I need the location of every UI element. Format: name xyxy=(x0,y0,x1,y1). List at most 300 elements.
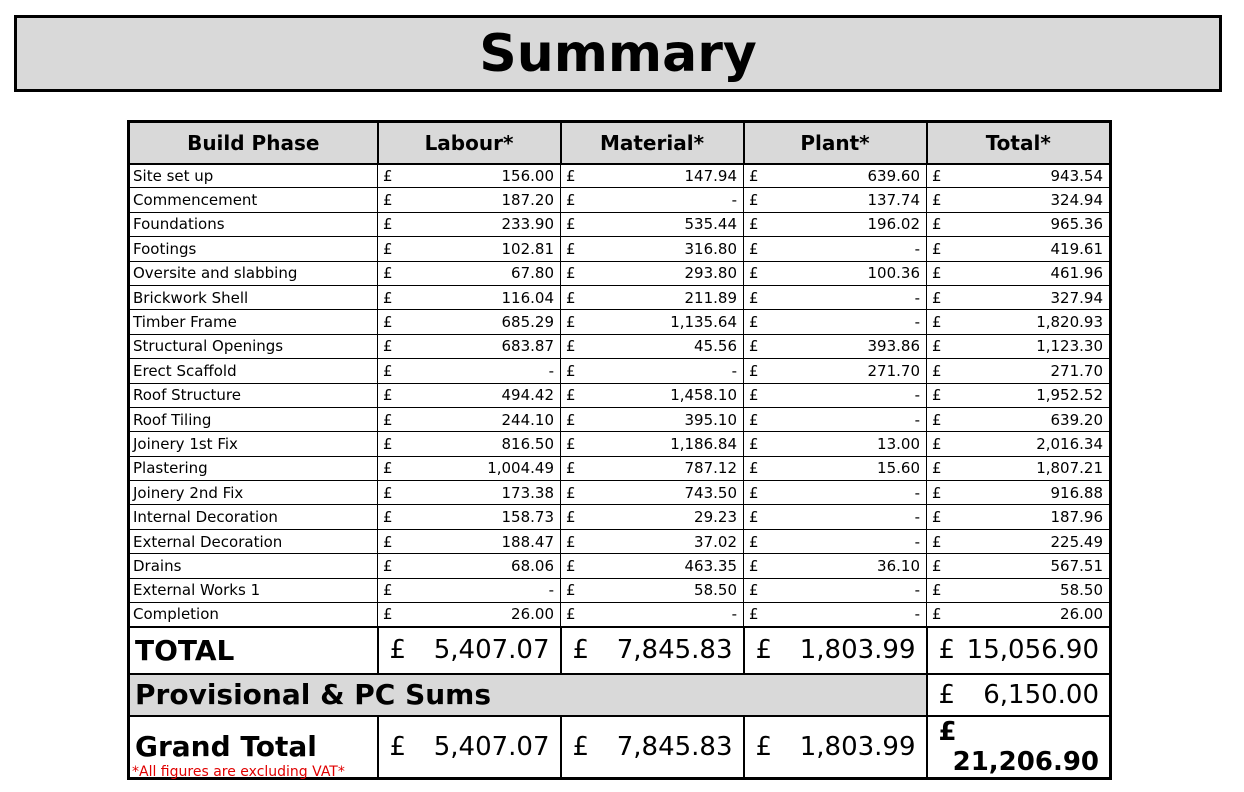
total-total-cell xyxy=(927,627,1111,674)
table-row xyxy=(129,334,1111,358)
currency-symbol: £ xyxy=(749,361,759,380)
labour-value: 26.00 xyxy=(511,605,554,624)
currency-symbol: £ xyxy=(383,313,393,332)
total-value: 1,820.93 xyxy=(1036,313,1103,332)
total-cell xyxy=(927,554,1111,578)
labour-cell xyxy=(378,359,561,383)
labour-cell xyxy=(378,237,561,261)
currency-symbol: £ xyxy=(749,215,759,234)
labour-cell xyxy=(378,212,561,236)
total-value: 271.70 xyxy=(1050,361,1103,380)
labour-cell xyxy=(378,310,561,334)
total-value: 1,952.52 xyxy=(1036,386,1103,405)
currency-symbol: £ xyxy=(749,556,759,575)
header-build-phase: Build Phase xyxy=(129,122,378,164)
grand-plant-cell xyxy=(744,716,927,779)
currency-symbol: £ xyxy=(383,166,393,185)
currency-symbol: £ xyxy=(749,508,759,527)
currency-symbol: £ xyxy=(932,532,942,551)
plant-cell xyxy=(744,261,927,285)
currency-symbol: £ xyxy=(938,716,957,747)
total-cell xyxy=(927,334,1111,358)
currency-symbol: £ xyxy=(749,459,759,478)
material-cell xyxy=(561,334,744,358)
total-value: 567.51 xyxy=(1050,556,1103,575)
total-cell xyxy=(927,237,1111,261)
currency-symbol: £ xyxy=(749,532,759,551)
material-value: 743.50 xyxy=(684,483,737,502)
plant-value: 196.02 xyxy=(867,215,920,234)
total-material-value: 7,845.83 xyxy=(616,635,733,666)
currency-symbol: £ xyxy=(932,386,942,405)
table-row xyxy=(129,310,1111,334)
currency-symbol: £ xyxy=(749,288,759,307)
material-value: 211.89 xyxy=(684,288,737,307)
table-row xyxy=(129,554,1111,578)
currency-symbol: £ xyxy=(932,313,942,332)
build-phase-cell: Site set up xyxy=(129,164,378,188)
plant-value: - xyxy=(914,581,920,600)
labour-value: 67.80 xyxy=(511,264,554,283)
total-cell xyxy=(927,188,1111,212)
labour-value: 233.90 xyxy=(501,215,554,234)
material-value: 1,458.10 xyxy=(670,386,737,405)
grand-material-value: 7,845.83 xyxy=(616,731,733,762)
currency-symbol: £ xyxy=(932,581,942,600)
labour-cell xyxy=(378,529,561,553)
currency-symbol: £ xyxy=(749,313,759,332)
build-phase-cell: Plastering xyxy=(129,456,378,480)
provisional-label: Provisional & PC Sums xyxy=(129,674,927,716)
total-label: TOTAL xyxy=(129,627,378,674)
build-phase-cell: Timber Frame xyxy=(129,310,378,334)
material-cell xyxy=(561,383,744,407)
table-row xyxy=(129,164,1111,188)
table-row xyxy=(129,432,1111,456)
total-cell xyxy=(927,481,1111,505)
table-row xyxy=(129,188,1111,212)
material-cell xyxy=(561,407,744,431)
currency-symbol: £ xyxy=(749,239,759,258)
provisional-total-cell xyxy=(927,674,1111,716)
grand-labour-value: 5,407.07 xyxy=(433,731,550,762)
material-cell xyxy=(561,456,744,480)
build-phase-cell: External Decoration xyxy=(129,529,378,553)
total-value: 324.94 xyxy=(1050,191,1103,210)
currency-symbol: £ xyxy=(566,508,576,527)
currency-symbol: £ xyxy=(932,556,942,575)
labour-cell xyxy=(378,603,561,627)
currency-symbol: £ xyxy=(566,556,576,575)
plant-value: - xyxy=(914,288,920,307)
currency-symbol: £ xyxy=(383,532,393,551)
header-row xyxy=(129,122,1111,164)
total-value: 187.96 xyxy=(1050,508,1103,527)
currency-symbol: £ xyxy=(566,313,576,332)
labour-value: 102.81 xyxy=(501,239,554,258)
currency-symbol: £ xyxy=(749,605,759,624)
currency-symbol: £ xyxy=(755,731,773,762)
material-value: 45.56 xyxy=(694,337,737,356)
plant-value: - xyxy=(914,483,920,502)
currency-symbol: £ xyxy=(938,679,956,710)
total-value: 58.50 xyxy=(1060,581,1103,600)
plant-cell xyxy=(744,407,927,431)
build-phase-cell: Footings xyxy=(129,237,378,261)
labour-cell xyxy=(378,188,561,212)
labour-value: 494.42 xyxy=(501,386,554,405)
material-cell xyxy=(561,529,744,553)
material-value: - xyxy=(731,605,737,624)
total-cell xyxy=(927,456,1111,480)
material-cell xyxy=(561,359,744,383)
total-material-cell xyxy=(561,627,744,674)
currency-symbol: £ xyxy=(383,288,393,307)
currency-symbol: £ xyxy=(932,166,942,185)
currency-symbol: £ xyxy=(383,556,393,575)
summary-table xyxy=(127,120,1112,780)
labour-value: 116.04 xyxy=(501,288,554,307)
labour-cell xyxy=(378,334,561,358)
table-row xyxy=(129,456,1111,480)
material-cell xyxy=(561,603,744,627)
total-value: 965.36 xyxy=(1050,215,1103,234)
currency-symbol: £ xyxy=(932,191,942,210)
currency-symbol: £ xyxy=(749,191,759,210)
grand-total-label: Grand Total xyxy=(129,716,378,779)
material-value: 1,135.64 xyxy=(670,313,737,332)
material-cell xyxy=(561,578,744,602)
plant-cell xyxy=(744,505,927,529)
total-cell xyxy=(927,505,1111,529)
labour-value: 188.47 xyxy=(501,532,554,551)
total-cell xyxy=(927,164,1111,188)
plant-value: 271.70 xyxy=(867,361,920,380)
currency-symbol: £ xyxy=(566,215,576,234)
currency-symbol: £ xyxy=(566,288,576,307)
total-labour-cell xyxy=(378,627,561,674)
title-banner xyxy=(14,15,1222,92)
material-cell xyxy=(561,432,744,456)
currency-symbol: £ xyxy=(566,166,576,185)
plant-cell xyxy=(744,310,927,334)
total-cell xyxy=(927,285,1111,309)
currency-symbol: £ xyxy=(383,459,393,478)
plant-cell xyxy=(744,578,927,602)
currency-symbol: £ xyxy=(932,288,942,307)
material-value: - xyxy=(731,361,737,380)
currency-symbol: £ xyxy=(389,635,407,666)
labour-cell xyxy=(378,285,561,309)
table-row xyxy=(129,285,1111,309)
currency-symbol: £ xyxy=(566,581,576,600)
currency-symbol: £ xyxy=(566,239,576,258)
plant-value: 137.74 xyxy=(867,191,920,210)
total-cell xyxy=(927,212,1111,236)
plant-value: - xyxy=(914,532,920,551)
header-plant: Plant* xyxy=(744,122,927,164)
plant-cell xyxy=(744,603,927,627)
currency-symbol: £ xyxy=(383,605,393,624)
plant-value: - xyxy=(914,239,920,258)
build-phase-cell: Completion xyxy=(129,603,378,627)
material-value: 787.12 xyxy=(684,459,737,478)
plant-value: 36.10 xyxy=(877,556,920,575)
plant-value: - xyxy=(914,313,920,332)
build-phase-cell: Drains xyxy=(129,554,378,578)
provisional-row xyxy=(129,674,1111,716)
build-phase-cell: Erect Scaffold xyxy=(129,359,378,383)
material-value: 463.35 xyxy=(684,556,737,575)
build-phase-cell: External Works 1 xyxy=(129,578,378,602)
currency-symbol: £ xyxy=(383,434,393,453)
total-cell xyxy=(927,578,1111,602)
labour-value: 156.00 xyxy=(501,166,554,185)
plant-value: 393.86 xyxy=(867,337,920,356)
plant-value: 13.00 xyxy=(877,434,920,453)
material-value: 535.44 xyxy=(684,215,737,234)
labour-value: 187.20 xyxy=(501,191,554,210)
currency-symbol: £ xyxy=(566,337,576,356)
material-cell xyxy=(561,212,744,236)
total-labour-value: 5,407.07 xyxy=(433,635,550,666)
plant-cell xyxy=(744,359,927,383)
grand-labour-cell xyxy=(378,716,561,779)
currency-symbol: £ xyxy=(383,508,393,527)
material-value: 147.94 xyxy=(684,166,737,185)
header-total: Total* xyxy=(927,122,1111,164)
currency-symbol: £ xyxy=(749,386,759,405)
table-row xyxy=(129,481,1111,505)
currency-symbol: £ xyxy=(932,483,942,502)
table-row xyxy=(129,529,1111,553)
plant-cell xyxy=(744,481,927,505)
plant-cell xyxy=(744,212,927,236)
currency-symbol: £ xyxy=(383,239,393,258)
build-phase-cell: Joinery 2nd Fix xyxy=(129,481,378,505)
currency-symbol: £ xyxy=(572,635,590,666)
currency-symbol: £ xyxy=(749,483,759,502)
material-cell xyxy=(561,285,744,309)
total-cell xyxy=(927,359,1111,383)
currency-symbol: £ xyxy=(932,337,942,356)
total-value: 26.00 xyxy=(1060,605,1103,624)
plant-cell xyxy=(744,432,927,456)
grand-plant-value: 1,803.99 xyxy=(799,731,916,762)
material-cell xyxy=(561,554,744,578)
currency-symbol: £ xyxy=(383,483,393,502)
labour-value: 685.29 xyxy=(501,313,554,332)
labour-cell xyxy=(378,481,561,505)
currency-symbol: £ xyxy=(566,191,576,210)
labour-cell xyxy=(378,456,561,480)
currency-symbol: £ xyxy=(938,635,956,666)
table-row xyxy=(129,212,1111,236)
currency-symbol: £ xyxy=(932,434,942,453)
plant-cell xyxy=(744,529,927,553)
build-phase-cell: Joinery 1st Fix xyxy=(129,432,378,456)
plant-cell xyxy=(744,188,927,212)
grand-total-cell xyxy=(927,716,1111,779)
labour-value: 158.73 xyxy=(501,508,554,527)
header-material: Material* xyxy=(561,122,744,164)
material-value: 293.80 xyxy=(684,264,737,283)
currency-symbol: £ xyxy=(749,410,759,429)
currency-symbol: £ xyxy=(932,215,942,234)
total-cell xyxy=(927,407,1111,431)
total-cell xyxy=(927,529,1111,553)
total-value: 327.94 xyxy=(1050,288,1103,307)
labour-value: 683.87 xyxy=(501,337,554,356)
build-phase-cell: Roof Tiling xyxy=(129,407,378,431)
currency-symbol: £ xyxy=(749,581,759,600)
build-phase-cell: Roof Structure xyxy=(129,383,378,407)
plant-value: - xyxy=(914,508,920,527)
currency-symbol: £ xyxy=(572,731,590,762)
labour-cell xyxy=(378,164,561,188)
currency-symbol: £ xyxy=(932,605,942,624)
currency-symbol: £ xyxy=(566,264,576,283)
build-phase-cell: Commencement xyxy=(129,188,378,212)
plant-cell xyxy=(744,554,927,578)
total-cell xyxy=(927,603,1111,627)
total-plant-cell xyxy=(744,627,927,674)
total-value: 2,016.34 xyxy=(1036,434,1103,453)
table-row xyxy=(129,578,1111,602)
build-phase-cell: Foundations xyxy=(129,212,378,236)
material-value: 29.23 xyxy=(694,508,737,527)
material-cell xyxy=(561,164,744,188)
currency-symbol: £ xyxy=(566,459,576,478)
currency-symbol: £ xyxy=(932,410,942,429)
currency-symbol: £ xyxy=(383,215,393,234)
labour-cell xyxy=(378,407,561,431)
labour-value: 68.06 xyxy=(511,556,554,575)
plant-cell xyxy=(744,285,927,309)
plant-value: 15.60 xyxy=(877,459,920,478)
currency-symbol: £ xyxy=(383,191,393,210)
labour-value: 1,004.49 xyxy=(487,459,554,478)
currency-symbol: £ xyxy=(749,337,759,356)
currency-symbol: £ xyxy=(566,361,576,380)
currency-symbol: £ xyxy=(932,361,942,380)
material-value: 37.02 xyxy=(694,532,737,551)
currency-symbol: £ xyxy=(749,166,759,185)
labour-value: 173.38 xyxy=(501,483,554,502)
plant-value: - xyxy=(914,386,920,405)
total-plant-value: 1,803.99 xyxy=(799,635,916,666)
labour-value: - xyxy=(548,361,554,380)
material-cell xyxy=(561,481,744,505)
build-phase-cell: Internal Decoration xyxy=(129,505,378,529)
currency-symbol: £ xyxy=(932,264,942,283)
provisional-total-value: 6,150.00 xyxy=(983,679,1099,710)
total-cell xyxy=(927,383,1111,407)
labour-cell xyxy=(378,383,561,407)
total-value: 225.49 xyxy=(1050,532,1103,551)
currency-symbol: £ xyxy=(383,386,393,405)
table-row xyxy=(129,359,1111,383)
material-value: 316.80 xyxy=(684,239,737,258)
table-row xyxy=(129,505,1111,529)
table-row xyxy=(129,237,1111,261)
total-value: 461.96 xyxy=(1050,264,1103,283)
build-phase-cell: Oversite and slabbing xyxy=(129,261,378,285)
total-value: 916.88 xyxy=(1050,483,1103,502)
currency-symbol: £ xyxy=(932,459,942,478)
build-phase-cell: Brickwork Shell xyxy=(129,285,378,309)
table-row xyxy=(129,383,1111,407)
plant-value: - xyxy=(914,410,920,429)
currency-symbol: £ xyxy=(566,434,576,453)
vat-footnote: *All figures are excluding VAT* xyxy=(132,764,345,780)
currency-symbol: £ xyxy=(932,508,942,527)
currency-symbol: £ xyxy=(749,434,759,453)
table-row xyxy=(129,407,1111,431)
plant-value: 100.36 xyxy=(867,264,920,283)
total-value: 419.61 xyxy=(1050,239,1103,258)
plant-cell xyxy=(744,456,927,480)
total-cell xyxy=(927,310,1111,334)
plant-cell xyxy=(744,334,927,358)
labour-cell xyxy=(378,554,561,578)
currency-symbol: £ xyxy=(566,483,576,502)
header-labour: Labour* xyxy=(378,122,561,164)
material-cell xyxy=(561,505,744,529)
material-value: 395.10 xyxy=(684,410,737,429)
total-cell xyxy=(927,261,1111,285)
currency-symbol: £ xyxy=(566,532,576,551)
currency-symbol: £ xyxy=(383,410,393,429)
currency-symbol: £ xyxy=(383,581,393,600)
material-value: 1,186.84 xyxy=(670,434,737,453)
grand-total-value: 21,206.90 xyxy=(952,746,1099,777)
labour-value: - xyxy=(548,581,554,600)
currency-symbol: £ xyxy=(389,731,407,762)
material-cell xyxy=(561,237,744,261)
labour-cell xyxy=(378,432,561,456)
grand-material-cell xyxy=(561,716,744,779)
material-value: - xyxy=(731,191,737,210)
currency-symbol: £ xyxy=(932,239,942,258)
plant-cell xyxy=(744,383,927,407)
plant-value: - xyxy=(914,605,920,624)
plant-cell xyxy=(744,164,927,188)
currency-symbol: £ xyxy=(755,635,773,666)
page-title: Summary xyxy=(479,23,757,84)
total-total-value: 15,056.90 xyxy=(966,635,1099,666)
labour-cell xyxy=(378,261,561,285)
labour-value: 816.50 xyxy=(501,434,554,453)
currency-symbol: £ xyxy=(566,386,576,405)
table-row xyxy=(129,603,1111,627)
currency-symbol: £ xyxy=(566,605,576,624)
currency-symbol: £ xyxy=(383,264,393,283)
total-value: 1,123.30 xyxy=(1036,337,1103,356)
labour-value: 244.10 xyxy=(501,410,554,429)
material-value: 58.50 xyxy=(694,581,737,600)
labour-cell xyxy=(378,505,561,529)
total-cell xyxy=(927,432,1111,456)
total-row xyxy=(129,627,1111,674)
labour-cell xyxy=(378,578,561,602)
currency-symbol: £ xyxy=(383,337,393,356)
currency-symbol: £ xyxy=(566,410,576,429)
total-value: 639.20 xyxy=(1050,410,1103,429)
material-cell xyxy=(561,188,744,212)
build-phase-cell: Structural Openings xyxy=(129,334,378,358)
material-cell xyxy=(561,310,744,334)
